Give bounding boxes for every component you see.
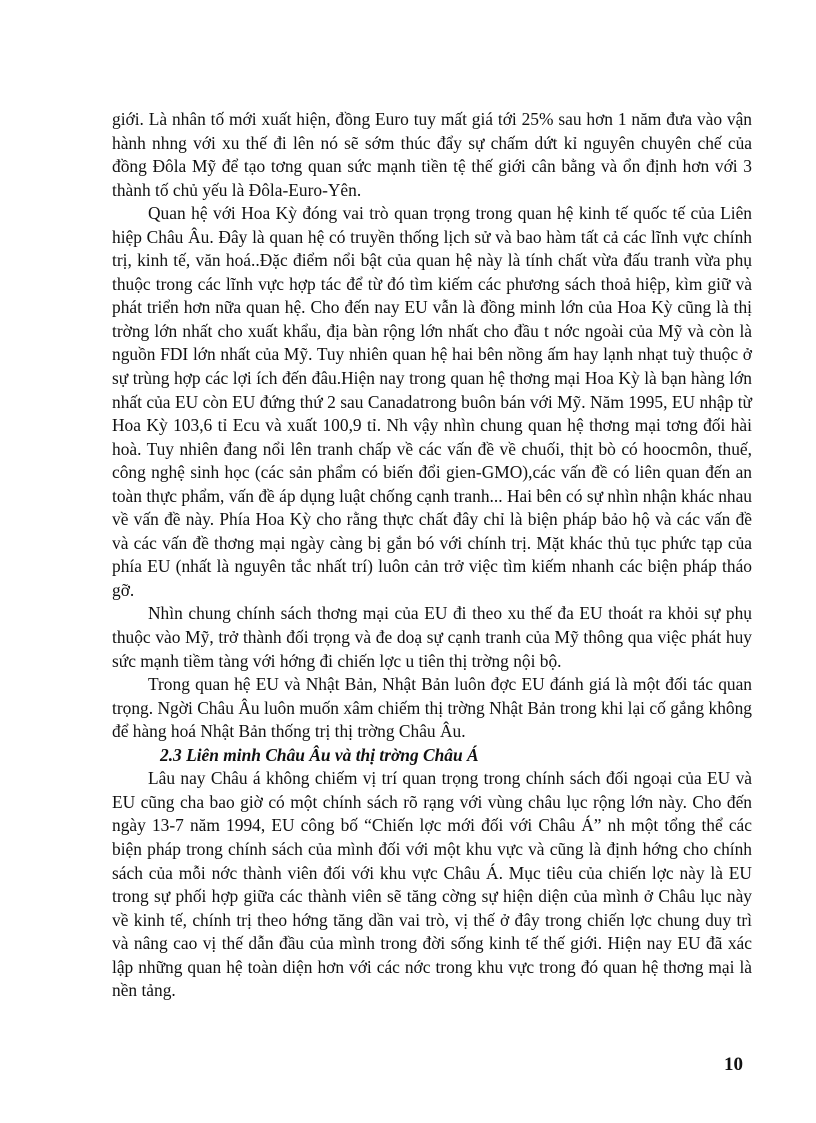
paragraph: Quan hệ với Hoa Kỳ đóng vai trò quan trọng trong quan hệ kinh tế quốc tế của Liên hiệp Châu Âu. Đây là quan hệ có truyền thống lịch sử và bao hàm tất cả các lĩnh vực chính trị, kinh tế, văn hoá..Đặc điểm nổi bật của quan hệ này là tính chất vừa đấu tranh vừa phụ thuộc trong các lĩnh vực hợp tác để từ đó tìm kiếm các phương sách thoả hiệp, kìm giữ và phát triển hơn nữa quan hệ. Cho đến nay EU vẫn là đồng minh lớn của Hoa Kỳ cũng là thị trờng lớn nhất cho xuất khẩu, địa bàn rộng lớn nhất cho đầu t nớc ngoài của Mỹ và còn là nguồn FDI lớn nhất của Mỹ. Tuy nhiên quan hệ hai bên nồng ấm hay lạnh nhạt tuỳ thuộc ở sự trùng hợp các lợi ích đến đâu.Hiện nay trong quan hệ thơng mại Hoa Kỳ là bạn hàng lớn nhất của EU còn EU đứng thứ 2 sau Canadatrong buôn bán với Mỹ. Năm 1995, EU nhập từ Hoa Kỳ 103,6 tỉ Ecu và xuất 100,9 tỉ. Nh vậy nhìn chung quan hệ thơng mại tơng đối hài hoà. Tuy nhiên đang nổi lên tranh chấp về các vấn đề về chuối, thịt bò có hoocmôn, thuế, công nghệ sinh học (các sản phẩm có biến đổi gien-GMO),các vấn đề có liên quan đến an toàn thực phẩm, vấn đề áp dụng luật chống cạnh tranh... Hai bên có sự nhìn nhận khác nhau về vấn đề này. Phía Hoa Kỳ cho rằng thực chất đây chỉ là biện pháp bảo hộ và các vấn đề và các vấn đề thơng mại ngày càng bị gắn bó với chính trị. Mặt khác thủ tục phức tạp của phía EU (nhất là nguyên tắc nhất trí) luôn cản trở việc tìm kiếm nhanh các biện pháp tháo gỡ. — [112, 203, 752, 600]
document-body — [112, 108, 752, 1003]
paragraph: giới. Là nhân tố mới xuất hiện, đồng Euro tuy mất giá tới 25% sau hơn 1 năm đưa vào vận hành nhng với xu thế đi lên nó sẽ sớm thúc đẩy sự chấm dứt kỉ nguyên chuyên chế của đồng Đôla Mỹ để tạo tơng quan sức mạnh tiền tệ thế giới cân bằng và ổn định hơn với 3 thành tố chủ yếu là Đôla-Euro-Yên. — [112, 109, 752, 200]
paragraph: Lâu nay Châu á không chiếm vị trí quan trọng trong chính sách đối ngoại của EU và EU cũng cha bao giờ có một chính sách rõ rạng với vùng châu lục rộng lớn này. Cho đến ngày 13-7 năm 1994, EU công bố “Chiến lợc mới đối với Châu Á” nh một tổng thể các biện pháp trong chính sách của mình đối với một khu vực và cũng là định hớng cho chính sách của mỗi nớc thành viên đối với khu vực Châu Á. Mục tiêu của chiến lợc này là EU trong sự phối hợp giữa các thành viên sẽ tăng cờng sự hiện diện của mình ở Châu lục này về kinh tế, chính trị theo hớng tăng dần vai trò, vị thế ở đây trong chiến lợc chung duy trì và nâng cao vị thế dẫn đầu của mình trong đời sống kinh tế thế giới. Hiện nay EU đã xác lập những quan hệ toàn diện hơn với các nớc trong khu vực trong đó quan hệ thơng mại là nền tảng. — [112, 768, 752, 1001]
page-number: 10 — [724, 1054, 743, 1075]
section-heading: 2.3 Liên minh Châu Âu và thị trờng Châu Á — [160, 744, 479, 765]
paragraph: Trong quan hệ EU và Nhật Bản, Nhật Bản luôn đợc EU đánh giá là một đối tác quan trọng. Ngời Châu Âu luôn muốn xâm chiếm thị trờng Nhật Bản trong khi lại cố gắng không để hàng hoá Nhật Bản thống trị thị trờng Châu Âu. — [112, 674, 752, 742]
paragraph: Nhìn chung chính sách thơng mại của EU đi theo xu thế đa EU thoát ra khỏi sự phụ thuộc vào Mỹ, trở thành đối trọng và đe doạ sự cạnh tranh của Mỹ thông qua việc phát huy sức mạnh tiềm tàng với hớng đi chiến lợc u tiên thị trờng nội bộ. — [112, 603, 752, 671]
